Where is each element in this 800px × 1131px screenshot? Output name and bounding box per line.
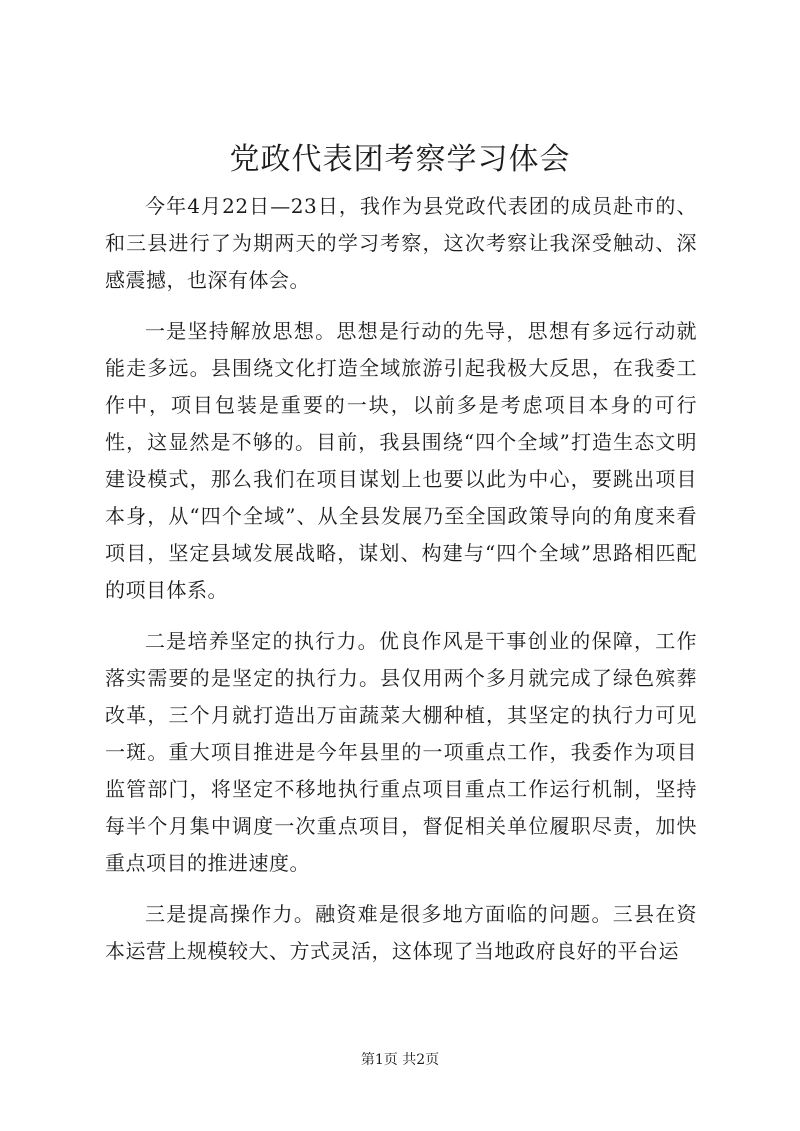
document-body bbox=[105, 188, 697, 984]
document-title: 党政代表团考察学习体会 bbox=[229, 142, 571, 177]
paragraph-point-three: 三是提高操作力。融资难是很多地方面临的问题。三县在资本运营上规模较大、方式灵活，这体现了当地政府良好的平台运 bbox=[105, 902, 697, 963]
paragraph-point-one: 一是坚持解放思想。思想是行动的先导，思想有多远行动就能走多远。县围绕文化打造全域旅游引起我极大反思，在我委工作中，项目包装是重要的一块，以前多是考虑项目本身的可行性，这显然是不够的。目前，我县围绕“四个全域”打造生态文明建设模式，那么我们在项目谋划上也要以此为中心，要跳出项目本身，从“四个全域”、从全县发展乃至全国政策导向的角度来看项目，坚定县域发展战略，谋划、构建与“四个全域”思路相匹配的项目体系。 bbox=[105, 319, 697, 602]
page-number-footer: 第1页 共2页 bbox=[360, 1052, 440, 1068]
paragraph-point-two: 二是培养坚定的执行力。优良作风是干事创业的保障，工作落实需要的是坚定的执行力。县仅用两个多月就完成了绿色殡葬改革，三个月就打造出万亩蔬菜大棚种植，其坚定的执行力可见一斑。重大项目推进是今年县里的一项重点工作，我委作为项目监管部门，将坚定不移地执行重点项目重点工作运行机制，坚持每半个月集中调度一次重点项目，督促相关单位履职尽责，加快重点项目的推进速度。 bbox=[105, 629, 697, 875]
paragraph-intro: 今年4月22日—23日，我作为县党政代表团的成员赴市的、和三县进行了为期两天的学习考察，这次考察让我深受触动、深感震撼，也深有体会。 bbox=[105, 194, 697, 292]
